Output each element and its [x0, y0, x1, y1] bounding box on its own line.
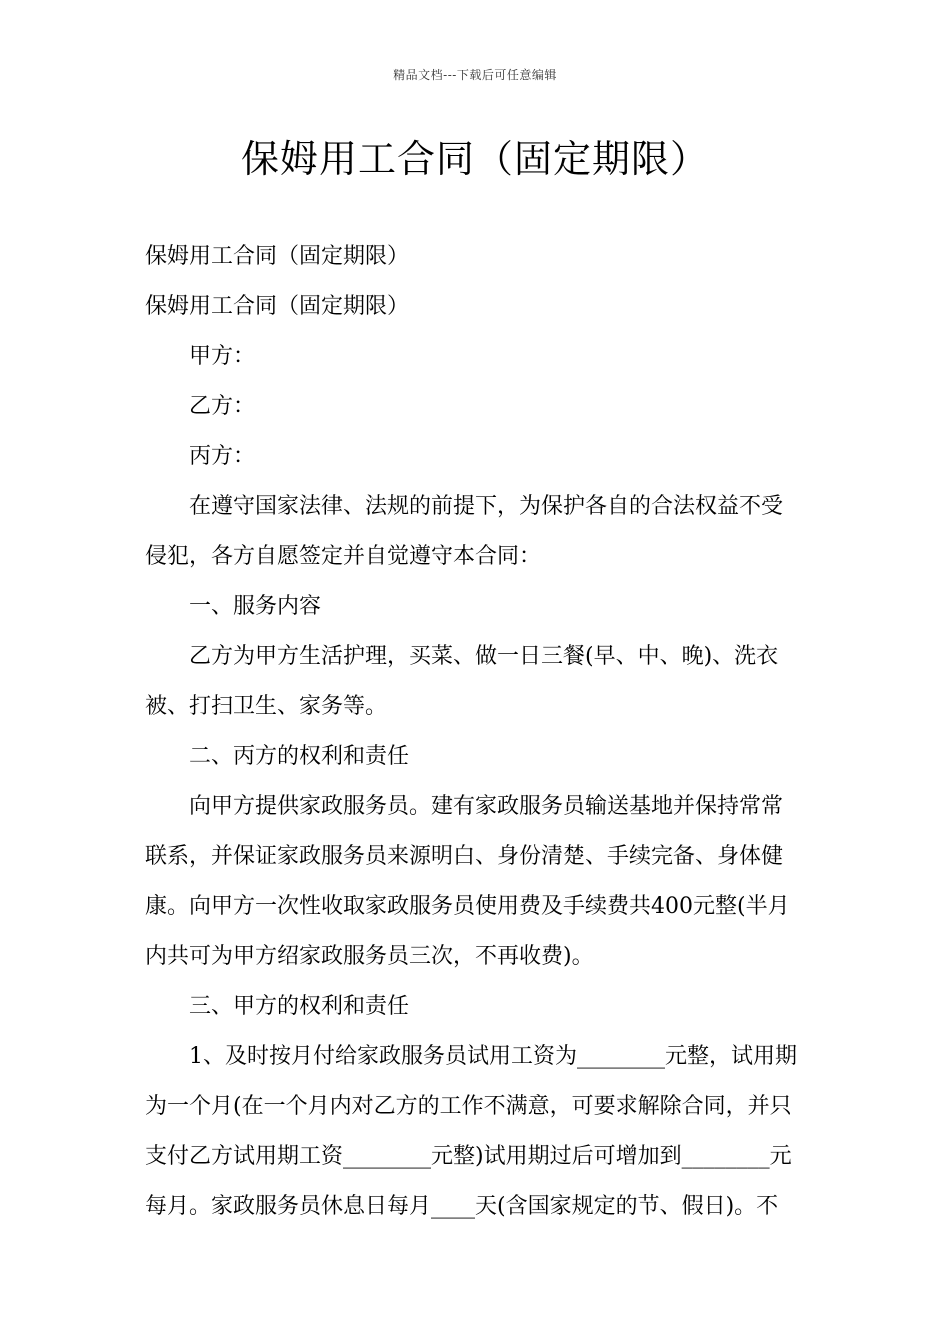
paragraph-line: 康。向甲方一次性收取家政服务员使用费及手续费共400元整(半月	[145, 894, 790, 919]
paragraph-line: 被、打扫卫生、家务等。	[145, 694, 388, 719]
paragraph-line: 联系，并保证家政服务员来源明白、身份清楚、手续完备、身体健	[145, 844, 784, 869]
document-title: 保姆用工合同（固定期限）	[240, 137, 709, 181]
party-b-line: 乙方：	[189, 394, 256, 419]
section-heading: 三、甲方的权利和责任	[189, 994, 410, 1019]
paragraph-line: 侵犯，各方自愿签定并自觉遵守本合同：	[145, 544, 542, 569]
header-note: 精品文档---下载后可任意编辑	[393, 68, 557, 82]
paragraph-line: 1、及时按月付给家政服务员试用工资为________元整，试用期	[189, 1044, 797, 1069]
subtitle-line: 保姆用工合同（固定期限）	[145, 244, 410, 269]
document-body	[145, 232, 810, 1232]
paragraph-line: 在遵守国家法律、法规的前提下，为保护各自的合法权益不受	[189, 494, 784, 519]
paragraph-line: 每月。家政服务员休息日每月____天(含国家规定的节、假日)。不	[145, 1194, 779, 1219]
subtitle-line: 保姆用工合同（固定期限）	[145, 294, 410, 319]
paragraph-line: 向甲方提供家政服务员。建有家政服务员输送基地并保持常常	[189, 794, 784, 819]
party-a-line: 甲方：	[189, 344, 256, 369]
paragraph-line: 内共可为甲方绍家政服务员三次，不再收费)。	[145, 944, 594, 969]
paragraph-line: 乙方为甲方生活护理，买菜、做一日三餐(早、中、晚)、洗衣	[189, 644, 779, 669]
section-heading: 二、丙方的权利和责任	[189, 744, 410, 769]
party-c-line: 丙方：	[189, 444, 256, 469]
section-heading: 一、服务内容	[189, 594, 322, 619]
paragraph-line: 为一个月(在一个月内对乙方的工作不满意，可要求解除合同，并只	[145, 1094, 792, 1119]
paragraph-line: 支付乙方试用期工资________元整)试用期过后可增加到________元	[145, 1144, 792, 1169]
